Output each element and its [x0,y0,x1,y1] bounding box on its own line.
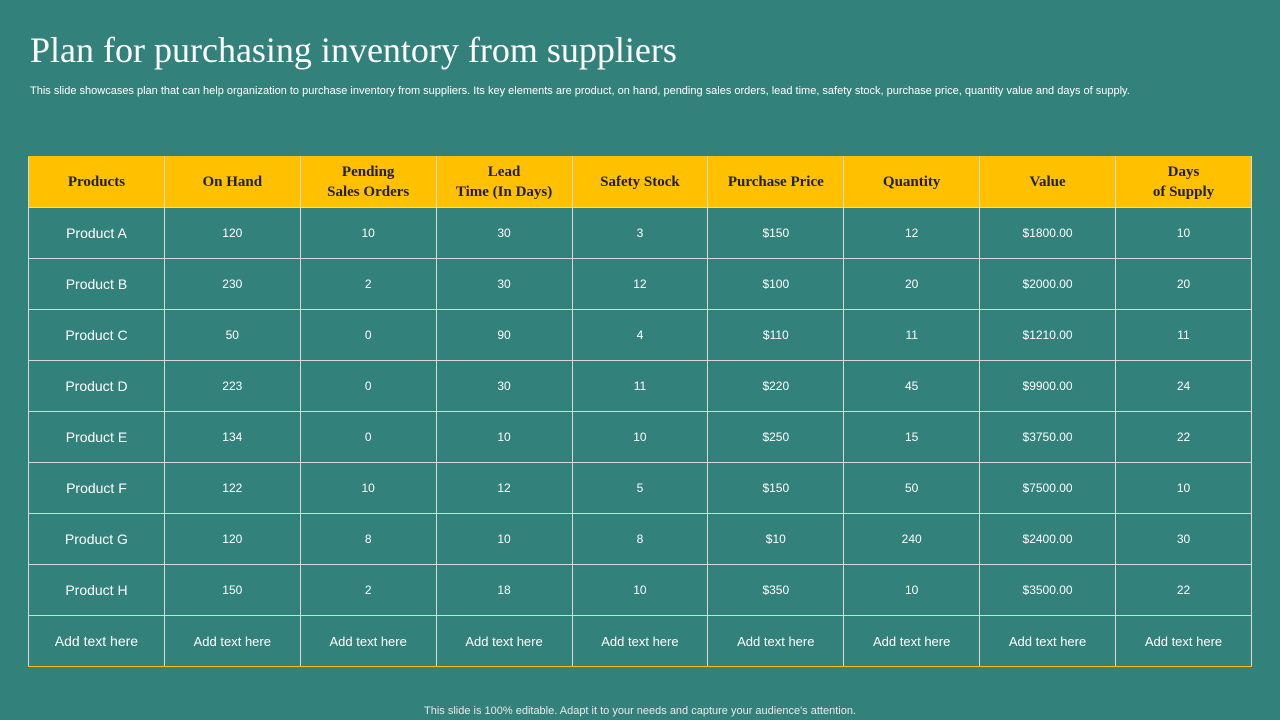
cell-lead-time: Add text here [436,616,572,667]
cell-value: Add text here [980,616,1116,667]
slide-subtitle: This slide showcases plan that can help organization to purchase inventory from suppliers. Its key elements are product, on hand, pending sales orders, lead time, safety stock, purchase price, quantity value and days of supply. [30,85,1130,97]
cell-product: Product F [29,463,165,514]
cell-product: Product H [29,565,165,616]
header-lead-time [436,157,572,208]
header-line: Products [67,174,126,190]
header-line: Lead [487,164,521,180]
header-line: Purchase Price [727,174,824,190]
cell-purchase-price: $100 [708,259,844,310]
cell-value: $3750.00 [980,412,1116,463]
cell-safety-stock: Add text here [572,616,708,667]
table-header-row [29,157,1252,208]
cell-on-hand: 134 [164,412,300,463]
header-days-of-supply [1116,157,1252,208]
cell-safety-stock: 11 [572,361,708,412]
cell-on-hand: 122 [164,463,300,514]
cell-product: Product G [29,514,165,565]
cell-quantity: 240 [844,514,980,565]
header-line: On Hand [202,174,263,190]
cell-purchase-price: $110 [708,310,844,361]
cell-days-of-supply: 10 [1116,208,1252,259]
cell-purchase-price: $10 [708,514,844,565]
cell-days-of-supply: 20 [1116,259,1252,310]
cell-days-of-supply: 11 [1116,310,1252,361]
cell-days-of-supply: 22 [1116,412,1252,463]
cell-pending-sales-orders: 10 [300,463,436,514]
cell-on-hand: 120 [164,208,300,259]
table-row [29,565,1252,616]
table-body [29,208,1252,667]
cell-on-hand: 230 [164,259,300,310]
header-line: Days [1167,164,1200,180]
cell-product: Product A [29,208,165,259]
table-row [29,616,1252,667]
cell-quantity: 11 [844,310,980,361]
cell-days-of-supply: 22 [1116,565,1252,616]
cell-purchase-price: $150 [708,208,844,259]
cell-quantity: 10 [844,565,980,616]
cell-lead-time: 10 [436,412,572,463]
table-row [29,259,1252,310]
cell-product: Product B [29,259,165,310]
cell-pending-sales-orders: Add text here [300,616,436,667]
cell-quantity: 20 [844,259,980,310]
cell-value: $1800.00 [980,208,1116,259]
header-pending-sales-orders [300,157,436,208]
header-products [29,157,165,208]
cell-quantity: 12 [844,208,980,259]
header-quantity [844,157,980,208]
cell-safety-stock: 12 [572,259,708,310]
cell-lead-time: 30 [436,361,572,412]
cell-value: $3500.00 [980,565,1116,616]
header-line: Safety Stock [600,174,680,190]
cell-value: $7500.00 [980,463,1116,514]
header-line: Sales Orders [327,184,410,200]
cell-pending-sales-orders: 8 [300,514,436,565]
cell-days-of-supply: 10 [1116,463,1252,514]
header-on-hand [164,157,300,208]
cell-purchase-price: Add text here [708,616,844,667]
cell-lead-time: 12 [436,463,572,514]
header-purchase-price [708,157,844,208]
table-row [29,361,1252,412]
cell-pending-sales-orders: 0 [300,310,436,361]
cell-safety-stock: 8 [572,514,708,565]
cell-purchase-price: $220 [708,361,844,412]
table-row [29,514,1252,565]
table-row [29,412,1252,463]
header-line: Value [1029,174,1066,190]
cell-on-hand: Add text here [164,616,300,667]
cell-pending-sales-orders: 10 [300,208,436,259]
cell-on-hand: 223 [164,361,300,412]
inventory-table [28,156,1252,667]
cell-purchase-price: $150 [708,463,844,514]
cell-safety-stock: 10 [572,412,708,463]
cell-product: Add text here [29,616,165,667]
cell-pending-sales-orders: 2 [300,565,436,616]
cell-lead-time: 30 [436,259,572,310]
cell-lead-time: 10 [436,514,572,565]
cell-pending-sales-orders: 0 [300,412,436,463]
cell-days-of-supply: Add text here [1116,616,1252,667]
cell-product: Product D [29,361,165,412]
slide-footer: This slide is 100% editable. Adapt it to your needs and capture your audience's attention. [424,705,856,717]
cell-days-of-supply: 24 [1116,361,1252,412]
table-row [29,310,1252,361]
table-row [29,463,1252,514]
cell-value: $2000.00 [980,259,1116,310]
cell-quantity: 45 [844,361,980,412]
cell-days-of-supply: 30 [1116,514,1252,565]
cell-value: $1210.00 [980,310,1116,361]
cell-pending-sales-orders: 2 [300,259,436,310]
cell-quantity: Add text here [844,616,980,667]
cell-value: $2400.00 [980,514,1116,565]
slide-title: Plan for purchasing inventory from suppliers [30,30,677,70]
header-line: Quantity [882,174,941,190]
cell-safety-stock: 10 [572,565,708,616]
cell-purchase-price: $250 [708,412,844,463]
cell-on-hand: 120 [164,514,300,565]
cell-on-hand: 50 [164,310,300,361]
cell-purchase-price: $350 [708,565,844,616]
cell-safety-stock: 4 [572,310,708,361]
header-value [980,157,1116,208]
cell-lead-time: 30 [436,208,572,259]
cell-safety-stock: 5 [572,463,708,514]
table-row [29,208,1252,259]
cell-quantity: 50 [844,463,980,514]
cell-pending-sales-orders: 0 [300,361,436,412]
cell-product: Product E [29,412,165,463]
header-line: Pending [341,164,395,180]
header-safety-stock [572,157,708,208]
cell-lead-time: 18 [436,565,572,616]
cell-value: $9900.00 [980,361,1116,412]
cell-safety-stock: 3 [572,208,708,259]
cell-quantity: 15 [844,412,980,463]
header-line: of Supply [1152,184,1215,200]
cell-on-hand: 150 [164,565,300,616]
header-line: Time (In Days) [455,184,553,200]
cell-lead-time: 90 [436,310,572,361]
cell-product: Product C [29,310,165,361]
